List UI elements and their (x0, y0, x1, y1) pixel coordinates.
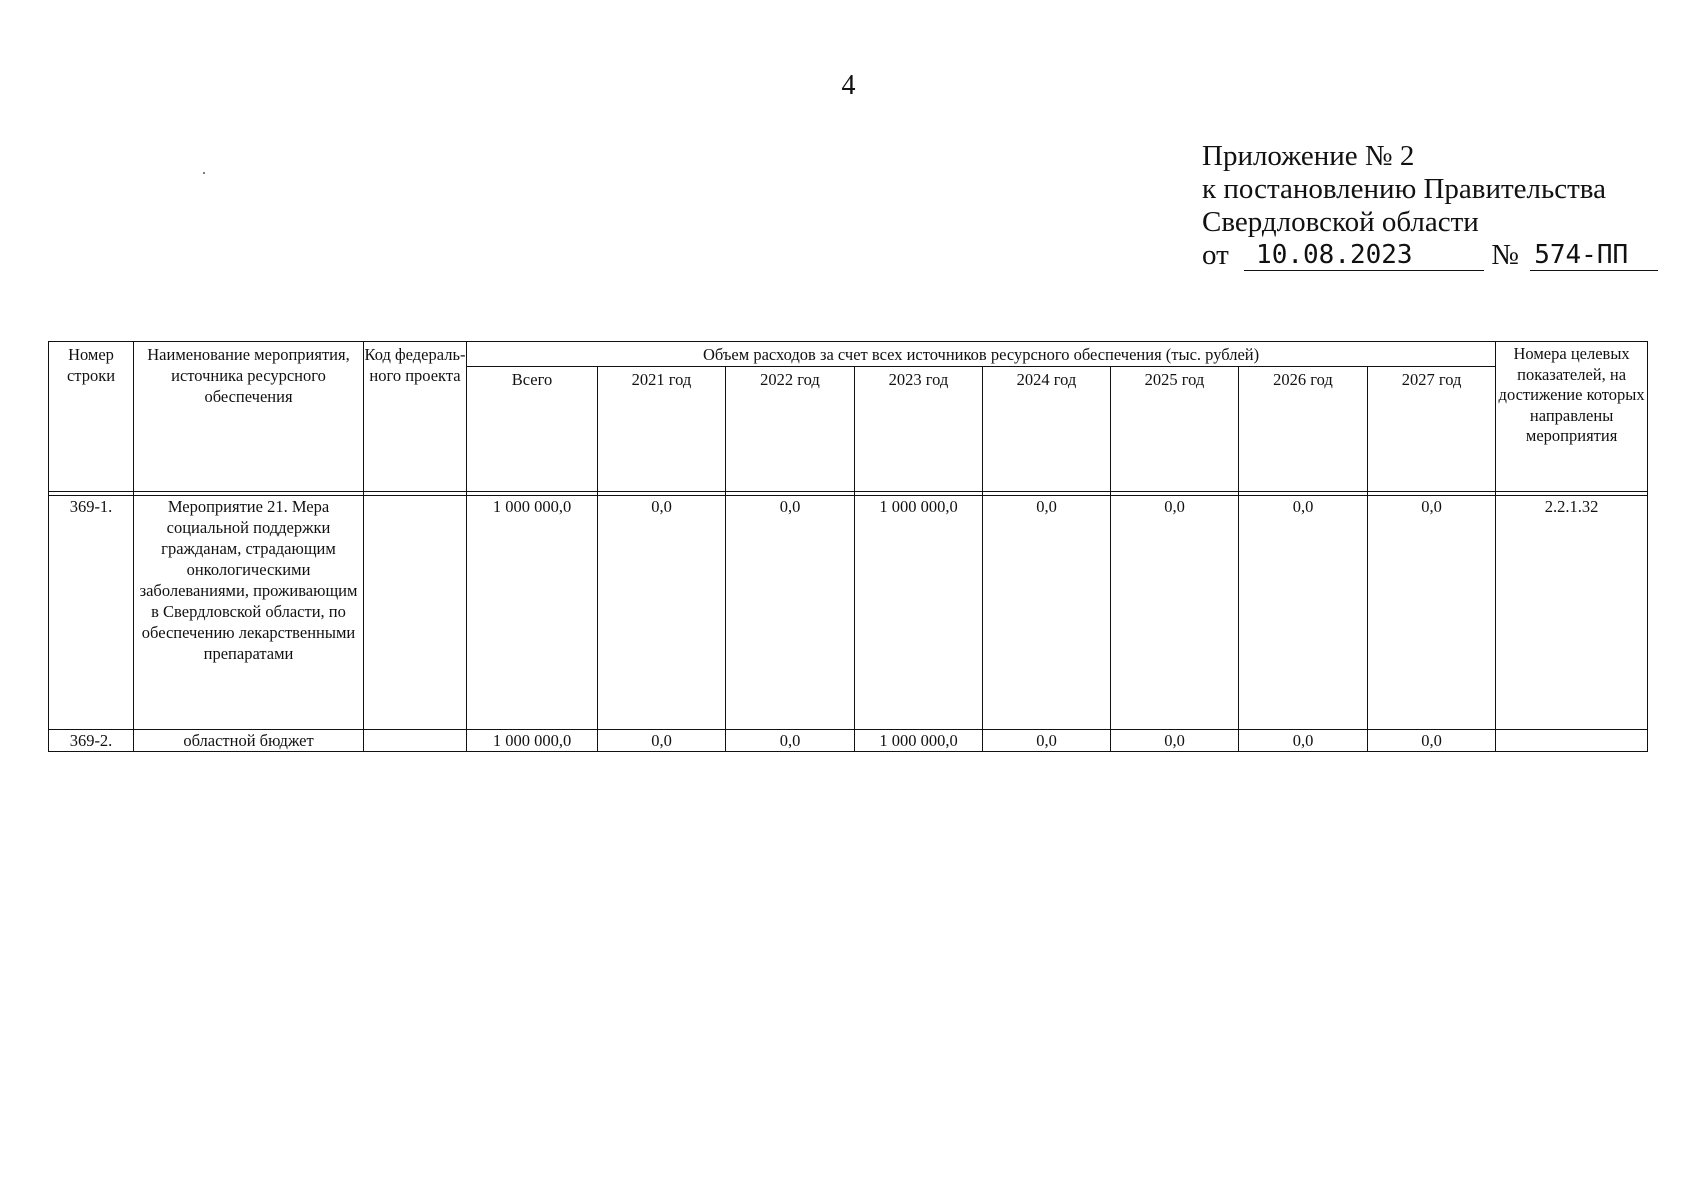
cell-federal-code (364, 730, 467, 752)
header-row-number: Номер строки (49, 342, 134, 492)
appendix-region: Свердловской области (1202, 206, 1479, 238)
header-volume-group: Объем расходов за счет всех источников ресурсного обеспечения (тыс. рублей) (467, 342, 1496, 367)
appendix-decree-ref: к постановлению Правительства (1202, 173, 1606, 205)
header-2026: 2026 год (1239, 367, 1368, 492)
cell-2025: 0,0 (1111, 496, 1239, 730)
cell-2022: 0,0 (726, 496, 855, 730)
appendix-title: Приложение № 2 (1202, 140, 1415, 172)
cell-2021: 0,0 (598, 730, 726, 752)
cell-2023: 1 000 000,0 (855, 496, 983, 730)
page-number: 4 (841, 70, 856, 101)
number-label: № (1491, 239, 1519, 271)
table-row (49, 496, 1648, 730)
cell-total: 1 000 000,0 (467, 730, 598, 752)
header-name: Наименование мероприятия, источника ресурсного обеспечения (134, 342, 364, 492)
cell-indicators: 2.2.1.32 (1496, 496, 1648, 730)
cell-2021: 0,0 (598, 496, 726, 730)
header-2022: 2022 год (726, 367, 855, 492)
cell-row-number: 369-2. (49, 730, 134, 752)
cell-name: областной бюджет (134, 730, 364, 752)
table-row (49, 730, 1648, 752)
header-total: Всего (467, 367, 598, 492)
cell-indicators (1496, 730, 1648, 752)
cell-2024: 0,0 (983, 730, 1111, 752)
header-2021: 2021 год (598, 367, 726, 492)
cell-name: Мероприятие 21. Мера социальной поддержки гражданам, страдающим онкологическими заболеваниями, проживающим в Свердловской области, по обеспечению лекарственными препаратами (134, 496, 364, 730)
header-2024: 2024 год (983, 367, 1111, 492)
cell-2027: 0,0 (1368, 496, 1496, 730)
decree-date-field: 10.08.2023 (1244, 241, 1484, 271)
header-2025: 2025 год (1111, 367, 1239, 492)
table-header-row (49, 342, 1648, 367)
budget-table (48, 341, 1648, 752)
cell-2024: 0,0 (983, 496, 1111, 730)
cell-2025: 0,0 (1111, 730, 1239, 752)
decree-number-field: 574-ПП (1530, 241, 1658, 271)
cell-total: 1 000 000,0 (467, 496, 598, 730)
from-label: от (1202, 239, 1229, 271)
header-indicators: Номера целевых показателей, на достижение которых направлены мероприятия (1496, 342, 1648, 492)
appendix-date-number-line (1202, 239, 1658, 272)
cell-2026: 0,0 (1239, 730, 1368, 752)
header-federal-code: Код федераль- ного проекта (364, 342, 467, 492)
scan-speck (203, 172, 205, 174)
cell-2026: 0,0 (1239, 496, 1368, 730)
cell-2022: 0,0 (726, 730, 855, 752)
header-2023: 2023 год (855, 367, 983, 492)
cell-2027: 0,0 (1368, 730, 1496, 752)
appendix-header (1202, 140, 1658, 272)
cell-federal-code (364, 496, 467, 730)
cell-row-number: 369-1. (49, 496, 134, 730)
header-2027: 2027 год (1368, 367, 1496, 492)
cell-2023: 1 000 000,0 (855, 730, 983, 752)
